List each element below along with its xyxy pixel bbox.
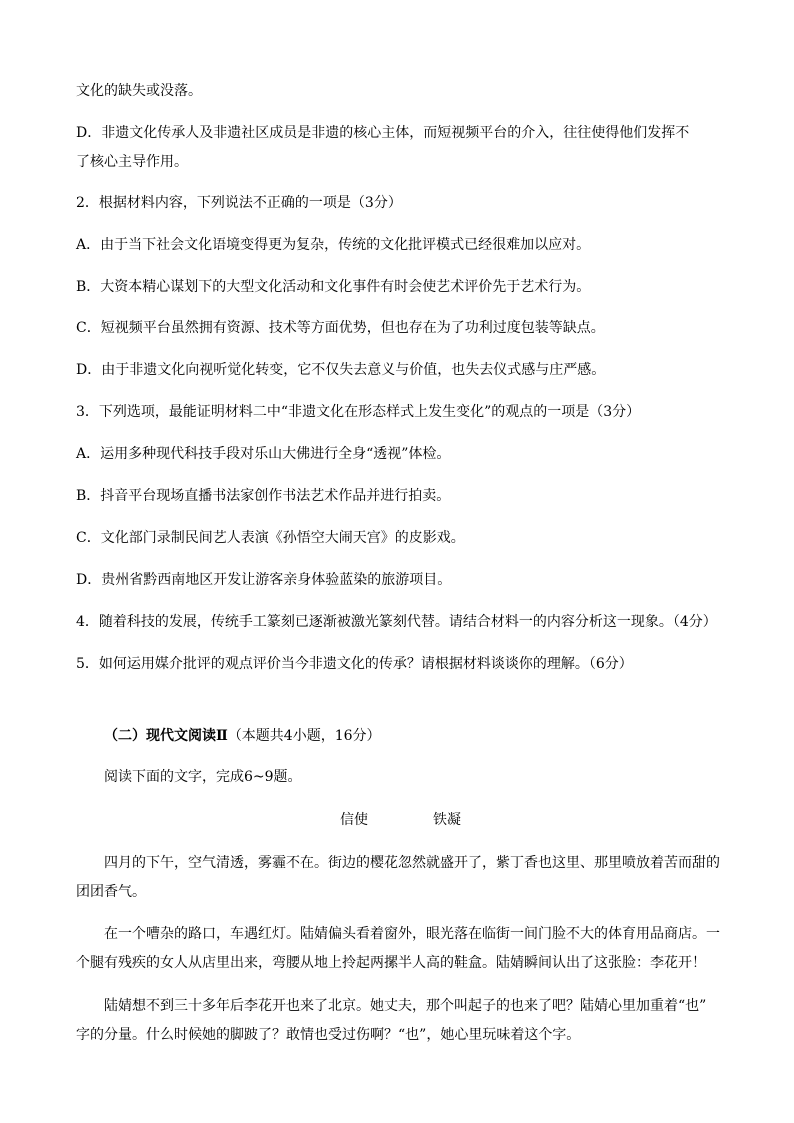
question-5: 5．如何运用媒介批评的观点评价当今非遗文化的传承？请根据材料谈谈你的理解。（6分） [76,656,633,672]
question-3-option-d: D．贵州省黔西南地区开发让游客亲身体验蓝染的旅游项目。 [76,572,452,588]
article-author: 铁凝 [433,812,461,828]
question-2-option-d: D．由于非遗文化向视听觉化转变，它不仅失去意义与价值，也失去仪式感与庄严感。 [76,362,606,378]
section-note: （本题共4小题，16分） [227,728,381,744]
paragraph-2-line2: 个腿有残疾的女人从店里出来，弯腰从地上拎起两摞半人高的鞋盒。陆婧瞬间认出了这张脸：李花开！ [76,955,706,971]
paragraph-2-line1: 在一个嘈杂的路口，车遇红灯。陆婧偏头看着窗外，眼光落在临街一间门脸不大的体育用品商店。一 [104,926,720,942]
paragraph-3-line2: 字的分量。什么时候她的脚跛了？敢情也受过伤啊？“也”，她心里玩味着这个字。 [76,1027,581,1043]
question-3-option-c: C．文化部门录制民间艺人表演《孙悟空大闹天宫》的皮影戏。 [76,530,465,546]
reading-instruction: 阅读下面的文字，完成6~9题。 [104,769,302,785]
question-2-option-b: B．大资本精心谋划下的大型文化活动和文化事件有时会使艺术评价先于艺术行为。 [76,279,591,295]
section-heading [104,726,381,746]
question-3-option-a: A．运用多种现代科技手段对乐山大佛进行全身“透视”体检。 [76,446,451,462]
article-title: 信使 [340,812,368,828]
paragraph-1-line1: 四月的下午，空气清透，雾霾不在。街边的樱花忽然就盛开了，紫丁香也这里、那里喷放着苦而甜的 [104,855,720,871]
section-title: （二）现代文阅读Ⅱ [104,728,228,744]
paragraph-1-line2: 团团香气。 [76,884,146,900]
question-2-option-c: C．短视频平台虽然拥有资源、技术等方面优势，但也存在为了功利过度包装等缺点。 [76,320,605,336]
text-line: 文化的缺失或没落。 [76,83,202,99]
question-2: 2．根据材料内容，下列说法不正确的一项是（3分） [76,195,402,211]
question-3: 3．下列选项，最能证明材料二中“非遗文化在形态样式上发生变化”的观点的一项是（3分） [76,404,641,420]
question-2-option-a: A．由于当下社会文化语境变得更为复杂，传统的文化批评模式已经很难加以应对。 [76,237,591,253]
paragraph-3-line1: 陆婧想不到三十多年后李花开也来了北京。她丈夫，那个叫起子的也来了吧？陆婧心里加重着“也” [104,998,707,1014]
question-3-option-b: B．抖音平台现场直播书法家创作书法艺术作品并进行拍卖。 [76,488,451,504]
option-d-line2: 了核心主导作用。 [76,154,188,170]
option-d-line1: D．非遗文化传承人及非遗社区成员是非遗的核心主体，而短视频平台的介入，往往使得他们发挥不 [76,125,690,141]
question-4: 4．随着科技的发展，传统手工篆刻已逐渐被激光篆刻代替。请结合材料一的内容分析这一现象。（4分） [76,614,717,630]
